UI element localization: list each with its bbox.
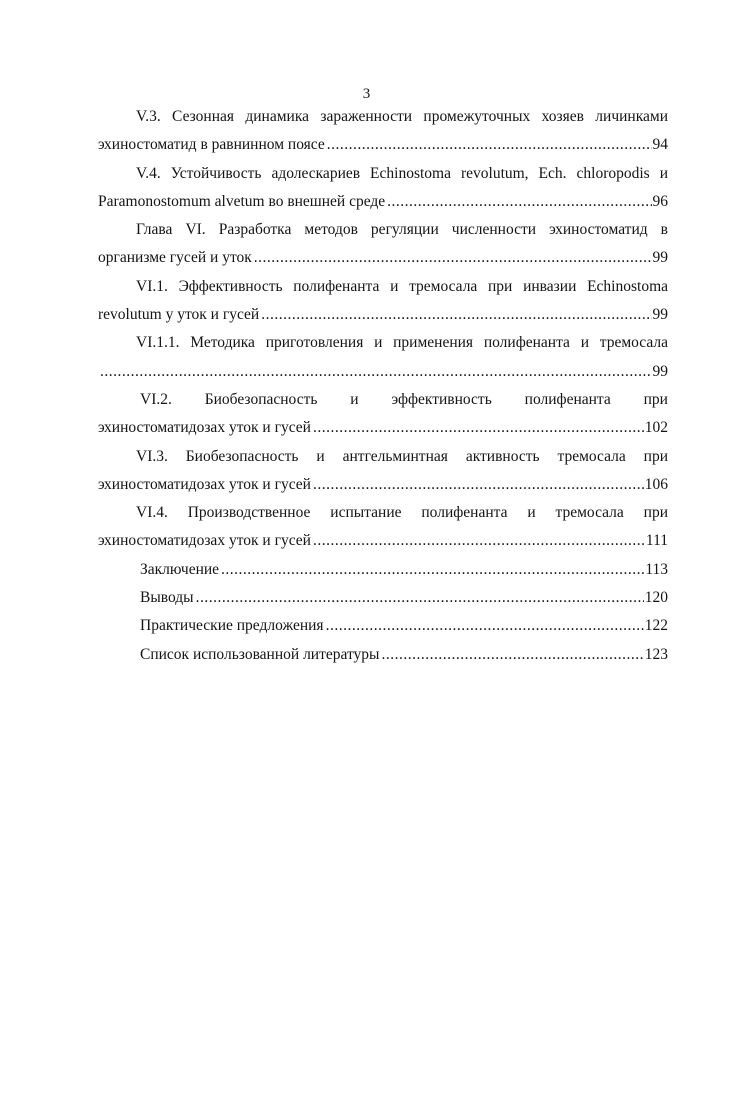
dot-leader bbox=[196, 584, 644, 612]
dot-leader bbox=[221, 556, 644, 584]
dot-leader bbox=[313, 527, 645, 555]
dot-leader bbox=[261, 301, 651, 329]
dot-leader bbox=[387, 188, 651, 216]
dot-leader bbox=[254, 244, 652, 272]
toc-entry-title: VI.1. Эффективность полифенанта и тремосала при инвазии Echinostoma bbox=[136, 277, 668, 295]
toc-entry-title-cont: Paramonostomum alvetum во внешней среде bbox=[98, 192, 386, 210]
toc-entry-chapter-vi bbox=[98, 216, 668, 273]
toc-entry-continuation bbox=[98, 188, 668, 216]
toc-entry-title: Список использованной литературы bbox=[140, 645, 380, 663]
toc-word: VI.2. bbox=[140, 390, 172, 408]
toc-entry-title: Глава VI. Разработка методов регуляции численности эхиностоматид в bbox=[136, 221, 668, 239]
toc-entry-v4 bbox=[98, 160, 668, 217]
toc-entry-continuation bbox=[98, 301, 668, 329]
toc-entry-title-cont: эхиностоматидозах уток и гусей bbox=[98, 475, 311, 493]
toc-word: и bbox=[350, 390, 359, 408]
table-of-contents bbox=[98, 103, 668, 669]
toc-entry-vi1-1 bbox=[98, 329, 668, 386]
toc-entry-title: Заключение bbox=[140, 560, 220, 578]
toc-entry-recommendations bbox=[98, 612, 668, 640]
toc-word: эффективность bbox=[391, 390, 492, 408]
toc-word: полифенанта bbox=[524, 390, 611, 408]
toc-entry-title: V.4. Устойчивость адолескариев Echinostoma revolutum, Ech. chloropodis и bbox=[136, 164, 668, 182]
toc-entry-references bbox=[98, 641, 668, 669]
toc-word: при bbox=[643, 390, 668, 408]
toc-page-number: 113 bbox=[645, 560, 668, 578]
toc-page-number: 94 bbox=[652, 136, 668, 154]
toc-entry-v3 bbox=[98, 103, 668, 160]
toc-entry-title bbox=[98, 386, 668, 414]
toc-page-number: 106 bbox=[644, 475, 668, 493]
dot-leader bbox=[326, 612, 644, 640]
dot-leader bbox=[381, 641, 643, 669]
toc-page-number: 99 bbox=[652, 306, 668, 324]
toc-entry-findings bbox=[98, 584, 668, 612]
toc-page-number: 99 bbox=[652, 362, 668, 380]
toc-entry-title-cont: revolutum у уток и гусей bbox=[98, 306, 260, 324]
dot-leader bbox=[100, 358, 652, 386]
page-number: 3 bbox=[362, 86, 371, 102]
toc-entry-continuation bbox=[98, 414, 668, 442]
toc-entry-conclusion bbox=[98, 556, 668, 584]
toc-entry-continuation bbox=[98, 527, 668, 555]
toc-page-number: 111 bbox=[645, 532, 668, 550]
dot-leader bbox=[313, 414, 644, 442]
toc-entry-continuation bbox=[98, 131, 668, 159]
toc-page-number: 120 bbox=[644, 589, 668, 607]
toc-page-number: 102 bbox=[644, 419, 668, 437]
toc-entry-continuation bbox=[98, 244, 668, 272]
toc-entry-continuation bbox=[98, 471, 668, 499]
toc-entry-title: VI.3. Биобезопасность и антгельминтная активность тремосала при bbox=[136, 447, 668, 465]
toc-page-number: 123 bbox=[644, 645, 668, 663]
toc-page-number: 122 bbox=[644, 617, 668, 635]
toc-entry-vi3 bbox=[98, 443, 668, 500]
toc-entry-title: VI.4. Производственное испытание полифенанта и тремосала при bbox=[136, 504, 668, 522]
dot-leader bbox=[313, 471, 644, 499]
toc-entry-title: Выводы bbox=[140, 589, 194, 607]
toc-entry-title-cont: эхиностоматид в равнинном поясе bbox=[98, 136, 325, 154]
toc-entry-vi1 bbox=[98, 273, 668, 330]
toc-entry-continuation bbox=[98, 358, 668, 386]
toc-page-number: 99 bbox=[652, 249, 668, 267]
toc-entry-title-cont: эхиностоматидозах уток и гусей bbox=[98, 532, 311, 550]
toc-entry-vi2 bbox=[98, 386, 668, 443]
toc-entry-vi4 bbox=[98, 499, 668, 556]
toc-entry-title: V.3. Сезонная динамика зараженности промежуточных хозяев личинками bbox=[136, 108, 668, 125]
toc-entry-title-cont: организме гусей и уток bbox=[98, 249, 252, 267]
toc-page-number: 96 bbox=[652, 192, 668, 210]
toc-word: Биобезопасность bbox=[204, 390, 318, 408]
toc-entry-title-cont: эхиностоматидозах уток и гусей bbox=[98, 419, 311, 437]
toc-entry-title: Практические предложения bbox=[140, 617, 324, 635]
toc-entry-title: VI.1.1. Методика приготовления и применения полифенанта и тремосала bbox=[136, 334, 668, 352]
dot-leader bbox=[327, 131, 652, 159]
